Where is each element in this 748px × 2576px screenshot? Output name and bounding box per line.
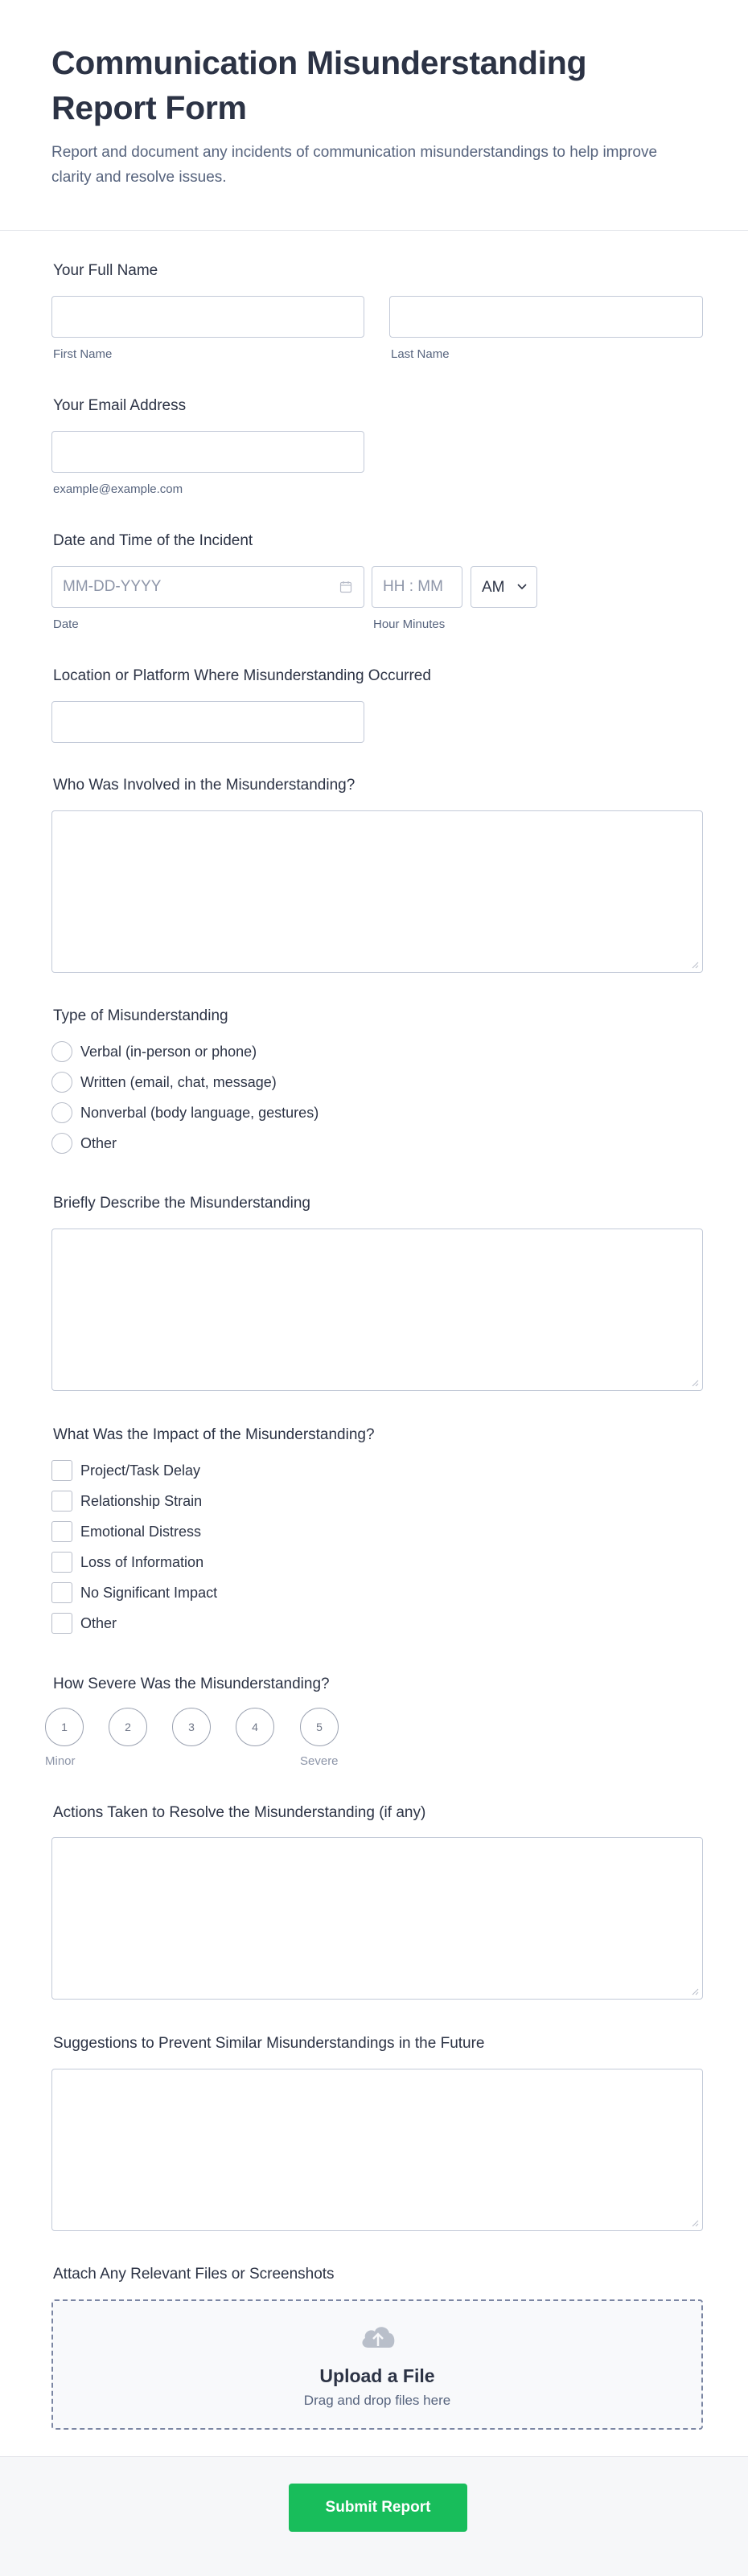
submit-button[interactable]: Submit Report: [289, 2484, 467, 2532]
impact-option-distress[interactable]: [51, 1521, 201, 1542]
attach-label: Attach Any Relevant Files or Screenshots: [53, 2266, 335, 2283]
severity-option-3[interactable]: 3: [172, 1708, 211, 1746]
last-name-sublabel: Last Name: [391, 347, 450, 361]
type-option-written[interactable]: [51, 1072, 277, 1093]
type-option-verbal[interactable]: [51, 1041, 257, 1062]
severity-min-label: Minor: [45, 1754, 76, 1768]
full-name-label: Your Full Name: [53, 262, 158, 279]
impact-label: What Was the Impact of the Misunderstanding?: [53, 1426, 375, 1443]
date-placeholder: MM-DD-YYYY: [63, 578, 162, 595]
location-input[interactable]: [51, 701, 364, 743]
severity-option-1[interactable]: 1: [45, 1708, 84, 1746]
option-label: Nonverbal (body language, gestures): [80, 1104, 319, 1121]
email-label: Your Email Address: [53, 397, 187, 414]
option-label: Other: [80, 1134, 117, 1151]
date-sublabel: Date: [53, 617, 79, 631]
resize-handle-icon[interactable]: [691, 961, 699, 969]
form-header: [0, 0, 748, 231]
location-label: Location or Platform Where Misunderstanding Occurred: [53, 667, 431, 684]
impact-option-delay[interactable]: [51, 1460, 200, 1481]
option-label: Emotional Distress: [80, 1523, 202, 1540]
impact-option-loss[interactable]: [51, 1552, 203, 1573]
severity-label: How Severe Was the Misunderstanding?: [53, 1676, 330, 1692]
severity-option-4[interactable]: 4: [236, 1708, 274, 1746]
ampm-select[interactable]: [471, 566, 537, 608]
describe-textarea[interactable]: [51, 1229, 703, 1391]
impact-option-strain[interactable]: [51, 1491, 202, 1512]
radio-button[interactable]: [51, 1041, 72, 1062]
first-name-input[interactable]: [51, 296, 364, 338]
checkbox[interactable]: [51, 1491, 72, 1512]
option-label: Loss of Information: [80, 1553, 204, 1570]
chevron-down-icon: [517, 584, 527, 590]
checkbox[interactable]: [51, 1613, 72, 1634]
email-input[interactable]: [51, 431, 364, 473]
describe-label: Briefly Describe the Misunderstanding: [53, 1195, 310, 1212]
severity-max-label: Severe: [300, 1754, 339, 1768]
last-name-input[interactable]: [389, 296, 703, 338]
resize-handle-icon[interactable]: [691, 1379, 699, 1387]
radio-button[interactable]: [51, 1072, 72, 1093]
type-label: Type of Misunderstanding: [53, 1007, 228, 1024]
cloud-upload-icon: [359, 2322, 397, 2351]
file-upload-dropzone[interactable]: [51, 2299, 703, 2430]
suggestions-label: Suggestions to Prevent Similar Misunderstandings in the Future: [53, 2035, 485, 2052]
involved-label: Who Was Involved in the Misunderstanding?: [53, 777, 356, 794]
option-label: Project/Task Delay: [80, 1462, 201, 1479]
checkbox[interactable]: [51, 1552, 72, 1573]
severity-option-2[interactable]: 2: [109, 1708, 147, 1746]
time-sublabel: Hour Minutes: [373, 617, 446, 631]
impact-option-none[interactable]: [51, 1582, 217, 1603]
checkbox[interactable]: [51, 1582, 72, 1603]
option-label: Written (email, chat, message): [80, 1073, 277, 1090]
page-subtitle: Report and document any incidents of communication misunderstandings to help improve clarity and resolve issues.: [51, 144, 658, 186]
option-label: Verbal (in-person or phone): [80, 1043, 257, 1060]
option-label: Other: [80, 1614, 117, 1631]
type-option-nonverbal[interactable]: [51, 1102, 319, 1123]
resize-handle-icon[interactable]: [691, 1987, 699, 1996]
radio-button[interactable]: [51, 1133, 72, 1154]
radio-button[interactable]: [51, 1102, 72, 1123]
option-label: No Significant Impact: [80, 1584, 218, 1601]
date-input[interactable]: [51, 566, 364, 608]
resize-handle-icon[interactable]: [691, 2219, 699, 2227]
checkbox[interactable]: [51, 1521, 72, 1542]
time-input[interactable]: [372, 566, 462, 608]
suggestions-textarea[interactable]: [51, 2069, 703, 2231]
email-sublabel: example@example.com: [53, 482, 183, 496]
option-label: Relationship Strain: [80, 1492, 203, 1509]
involved-textarea[interactable]: [51, 810, 703, 973]
checkbox[interactable]: [51, 1460, 72, 1481]
severity-option-5[interactable]: 5: [300, 1708, 339, 1746]
page-title: Communication Misunderstanding Report Form: [51, 44, 587, 126]
first-name-sublabel: First Name: [53, 347, 113, 361]
upload-subtitle: Drag and drop files here: [303, 2393, 451, 2408]
impact-option-other[interactable]: [51, 1613, 117, 1634]
upload-title: Upload a File: [319, 2365, 435, 2386]
form-footer: [0, 2456, 748, 2576]
datetime-label: Date and Time of the Incident: [53, 532, 253, 549]
time-placeholder: HH : MM: [383, 578, 443, 595]
calendar-icon[interactable]: [339, 580, 352, 593]
type-option-other[interactable]: [51, 1133, 117, 1154]
ampm-value: AM: [482, 579, 505, 596]
actions-label: Actions Taken to Resolve the Misunderstanding (if any): [53, 1804, 426, 1821]
actions-textarea[interactable]: [51, 1837, 703, 2000]
